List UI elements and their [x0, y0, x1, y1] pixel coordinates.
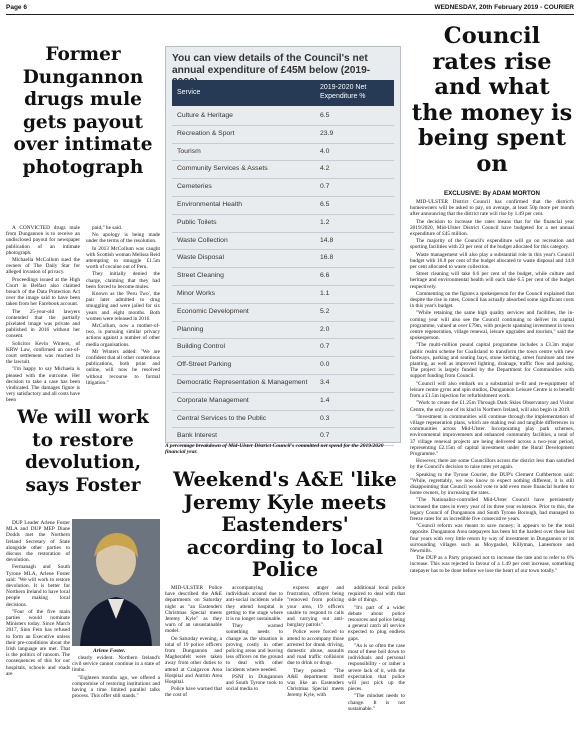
table-row [172, 322, 394, 340]
story3-col-3 [287, 585, 344, 735]
table-row [172, 197, 394, 215]
paragraph: "The mindset needs to change. It is not sustainable." [348, 693, 405, 712]
paragraph: McCollum, now a mother-of-two, is pursuing similar privacy actions against a number of other media organisations. [86, 323, 160, 348]
paragraph: Police were forced to attend to accompany those arrested for drunk driving, domestic abuse, assaults and road traffic collisions due to drink or drugs. [287, 629, 344, 667]
paragraph: "Four of the five main parties would nominate Ministers today. Since March 2017, Sinn Fein has refused to form an Executive unless their pre-conditions about the Irish language are met. That is the politics of ransom. The consequences of this for our hospitals, schools and roads are [6, 608, 70, 677]
expenditure-pct: 5.2 [320, 307, 330, 315]
story2-headline: We will work to restore devolution, says Foster [17, 407, 149, 496]
story3-col-4 [348, 585, 405, 735]
table-row [172, 411, 394, 429]
service-name: Waste Collection [177, 236, 228, 244]
paragraph: MID-ULSTER Police have described the A&E departments on Saturday night as "an Eastenders Christmas Special meets Jeremy Kyle" as they warn of an unsustainable model. [165, 585, 222, 635]
service-name: Minor Works [177, 289, 216, 297]
expenditure-pct: 6.5 [320, 200, 330, 208]
expenditure-pct: 2.0 [320, 325, 330, 333]
portrait-image [72, 519, 160, 646]
paragraph: No apology is being made under the terms of the resolution. [86, 232, 160, 245]
paragraph: "Eighteen months ago, we offered a compromise of restoring institutions and having a time limited parallel talks process. This offer still stands." [72, 674, 160, 700]
page-number: Page 6 [6, 4, 27, 11]
paragraph: "I'm happy to say Michaela is pleased with the outcome. Her decision to take a case has been vindicated. The damages figure is very satisfactory and all costs have been [6, 366, 80, 403]
table-row [172, 304, 394, 322]
photo-caption: Arlene Foster. [93, 648, 126, 654]
paragraph: The majority of the Council's expenditure will go on recreation and sporting facilities with 23 per cent of the budget allocated for this category. [410, 238, 574, 251]
expenditure-pct: 0.0 [320, 361, 330, 369]
expenditure-pct: 4.0 [320, 147, 330, 155]
service-name: Democratic Representation & Management [177, 378, 308, 386]
service-name: Community Services & Assets [177, 165, 268, 173]
story3-body [165, 585, 405, 735]
table-row [172, 144, 394, 162]
story1-col1 [6, 225, 80, 403]
paragraph: Speaking to the Tyrone Courier, the DUP's Clement Cuthbertson said: "While, regrettably, we now know to expect nothing different, it is still disappointing that Council would vote to add even more financial burden to home owners, by increasing the rates. [410, 471, 574, 497]
paragraph: They initially denied the charge, claiming that they had been forced to become mules. [86, 271, 160, 290]
expenditure-pct: 23.9 [320, 129, 334, 137]
paragraph: MID-ULSTER District Council has confirmed that the district's homeowners will be asked to pay, on average, at least 50p more per month after announcing that the district rate will rise by 1.49 per cent. [410, 199, 574, 218]
paragraph: paid," he said. [92, 225, 123, 231]
table-row [172, 286, 394, 304]
paragraph: Michaella McCollum sued the owners of The Daily Star for alleged invasion of privacy. [6, 257, 80, 276]
service-name: Street Cleaning [177, 272, 224, 280]
expenditure-pct: 0.7 [320, 183, 330, 191]
expenditure-pct: 16.8 [320, 254, 334, 262]
story2-col1 [6, 520, 70, 734]
paragraph: On Saturday evening, a total of 19 police officers from Dungannon and Magherafelt were taken away from other duties to attend at Craigavon Area Hospital and Antrim Area Hospital. [165, 635, 222, 686]
expenditure-pct: 6.5 [320, 112, 330, 119]
service-name: Culture & Heritage [177, 112, 233, 119]
table-row [172, 126, 394, 144]
table-row [172, 250, 394, 268]
table-row [172, 215, 394, 233]
story4-headline: Council rates rise and what the money is being spent on [411, 23, 573, 177]
expenditure-pct: 0.7 [320, 432, 330, 440]
paragraph: The 25-year-old lawyers contended that the partially pixelated image was private and published in 2016 without her consent. [6, 308, 80, 340]
paragraph: express anger and frustration, officers being "removed from policing your area, 19 officers unable to respond to calls and carrying out anti-burglary patrols". [287, 585, 344, 629]
page-header [6, 3, 574, 13]
paragraph: The DUP as a Party proposed not to increase the rate and to refer to 0% increase. This was rejected in favour of a 1.49 per cent increase, something ratepayer has to be done before we lose the heart of our town totally." [410, 555, 574, 574]
service-name: Corporate Management [177, 396, 249, 404]
expenditure-pct: 4.2 [320, 165, 330, 173]
paragraph: They warned something needs to change as the situation is proving costly in other policing areas and leaving less officers on the ground to deal with other incidents where needed. [226, 623, 283, 673]
paragraph: clearly evident. Northern Ireland's civil service cannot continue in a state of limbo. [72, 655, 160, 674]
story4-byline: EXCLUSIVE: By ADAM MORTON [444, 190, 540, 197]
table-row [172, 268, 394, 286]
table-row [172, 357, 394, 375]
expenditure-pct: 3.4 [320, 378, 330, 386]
service-name: Planning [177, 325, 204, 333]
service-name: Bank Interest [177, 432, 218, 440]
paragraph: "The Nationalist-controlled Mid-Ulster Council have persistently increased the rates in every year of its three year existence. Prior to this, the legacy Council of Dungannon and South Tyrone Borough, had managed to freeze rates for an incredible five consecutive years. [410, 497, 574, 522]
expenditure-pct: 1.1 [320, 289, 330, 297]
paragraph: "Work to create the £1.25m Through Dark Skies Observatory and Visitor Centre, the only one of its kind in Northern Ireland, will also begin in 2019. [410, 400, 574, 413]
story4-body [410, 199, 574, 735]
paragraph: accompanying individuals around due to anti-social incidents while they attend hospital is getting to the stage where it is no longer sustainable. [226, 585, 283, 623]
service-name: Tourism [177, 147, 201, 155]
paragraph: "While retaining the same high quality services and facilities, the in-coming year will also see the Council continuing to deliver its capital programme, valued at over £79m, with projects spanning investment in town centre regeneration, village renewal, leisure upgrades and tourism," said the spokesperson. [410, 310, 574, 342]
expenditure-pct: 1.4 [320, 396, 330, 404]
paragraph: Mr Winters added: "We are confident that all other contentious publications, both print and online, will now be resolved without recourse to formal litigation." [86, 348, 160, 386]
expenditure-table [165, 46, 401, 443]
service-name: Public Toilets [177, 218, 217, 226]
paragraph: "It's part of a wider debate about police resources and police being a general catch all service expected to plug endless gaps. [348, 604, 405, 642]
story3-col-2 [226, 585, 283, 735]
paragraph: PSNI in Dungannon and South Tyrone took to social media to [226, 673, 283, 693]
service-name: Building Control [177, 343, 225, 351]
table-title: You can view details of the Council's net annual expenditure of £45M below (2019- [172, 53, 371, 76]
paragraph: Street cleaning will take 6.6 per cent of the budget, while culture and heritage and environmental health will each take 6.5 per cent of the budget respectively. [410, 271, 574, 290]
story1-body [6, 225, 160, 403]
paragraph: In 2013 McCollum was caught with Scottish woman Melissa Reid attempting to smuggle £1.5m worth of cocaine out of Peru. [86, 245, 160, 271]
table-row [172, 161, 394, 179]
paragraph: Fermanagh and South Tyrone MLA, Arlene Foster said: "We will work to restore devolution. It is better for Northern Ireland to have local people making local decisions. [6, 564, 70, 608]
story1-headline: Former Dungannon drugs mule gets payout over intimate photograph [13, 44, 153, 178]
service-name: Environmental Health [177, 200, 242, 208]
service-name: Waste Disposal [177, 254, 224, 262]
expenditure-pct: 0.3 [320, 414, 330, 422]
header-rule [6, 14, 574, 15]
dateline: WEDNESDAY, 20th February 2019 - COURIER [434, 4, 574, 11]
table-body [172, 108, 394, 446]
header-expenditure: 2019-2020 Net Expenditure % [320, 84, 367, 100]
service-name: Recreation & Sport [177, 129, 235, 137]
paragraph: A CONVICTED drugs mule from Dungannon is to receive an undisclosed payout for newspaper publication of an intimate photograph. [6, 225, 80, 256]
paragraph: They posted: "The A&E department itself was like an Eastenders Christmas Special meets Jeremy Kyle, with [287, 667, 344, 699]
paragraph: "Council will also embark on a substantial re-fit and re-equipment of leisure centre gyms and spin studios, Dungannon Leisure Centre is to benefit from a £1.5m injection for refurbishment work. [410, 380, 574, 400]
paragraph: However, there are some Councillors across the district less than satisfied by the Council's decision to raise rates yet again. [410, 458, 574, 471]
paragraph: "Investment in communities will continue through the implementation of village regeneration plans, which are making real and tangible differences in communities across Mid-Ulster. Incorporating play park schemes, environmental improvements and enhanced community facilities, a total of 37 village renewal projects are being delivered across a two-year period, representing £2.15m of capital investment under the Rural Development Programme." [410, 413, 574, 457]
paragraph: Solicitor Kevin Winters, of KRW Law, confirmed an out-of-court settlement was reached in the lawsuit. [6, 340, 80, 366]
table-row [172, 375, 394, 393]
table-row [172, 179, 394, 197]
service-name: Off-Street Parking [177, 361, 232, 369]
paragraph: Known as the 'Peru Two', the pair later admitted to drug smuggling and were jailed for six years and eight months. Both women were released in 2016. [86, 291, 160, 322]
paragraph: Police have warned that the cost of [165, 686, 222, 699]
expenditure-pct: 14.8 [320, 236, 334, 244]
expenditure-pct: 1.2 [320, 218, 330, 226]
paragraph: "As is so often the case most of these boil down to individuals and personal responsibility - or rather a severe lack of it, with the expectation that police will just pick up the pieces. [348, 642, 405, 693]
story2-col2 [72, 655, 160, 734]
service-name: Cemeteries [177, 183, 212, 191]
paragraph: additional local police required to deal with that side of things. [348, 585, 405, 604]
table-row [172, 108, 394, 126]
paragraph: Commenting on the figures a spokesperson for the Council explained that despite the rise in rates, Council has actually absorbed some significant costs in this year's budget. [410, 290, 574, 310]
table-caption: A percentage breakdown of Mid-Ulster District Council's committed net spend for the 2019/2020 financial year. [165, 443, 384, 456]
paragraph: Waste management will also play a substantial role in this year's Council budget with 16.8 per cent of the budget allocated to waste disposal and 14.8 per cent allocated to waste collection. [410, 251, 574, 271]
paragraph: "The multi-million pound capital programme includes a £3.3m major public realm scheme for Coalisland to transform the town centre with new footways, parking and seating bays, stone kerbing, street furniture and tree planting, as well as improved lighting, drainage, traffic flow and parking. The project is largely funded by the Department for Communities with support funding from Council. [410, 342, 574, 380]
header-service: Service [177, 89, 201, 96]
paragraph: Proceedings issued at the High Court in Belfast also claimed breach of the Data Protection Act over the image said to have been taken from her Facebook account. [6, 276, 80, 308]
paragraph: DUP Leader Arlene Foster MLA and DUP MEP Diane Dodds met the Northern Ireland Secretary of State alongside other parties to discuss the restoration of devolution. [6, 520, 70, 564]
story3-col-1 [165, 585, 222, 735]
story1-col2 [86, 225, 160, 403]
table-row [172, 233, 394, 251]
service-name: Central Services to the Public [177, 414, 267, 422]
story3-headline: Weekend's A&E 'like Jeremy Kyle meets Eastenders' according to local Police [173, 468, 397, 581]
expenditure-pct: 6.6 [320, 272, 330, 280]
paragraph: The decision to increase the rates means that for the financial year 2019/2020, Mid-Ulster District Council have budgeted for a net annual expenditure of £45 million. [410, 218, 574, 238]
service-name: Economic Development [177, 307, 249, 315]
table-row [172, 339, 394, 357]
paragraph: "Council reform was meant to save money; it appears to be the total opposite. Dungannon Area ratepayers has been hit the hardest over these last four years with very little return by way of investment in Dungannon or its surrounding villages such as Moygashel, Killyman, Lanesmore and Newmills. [410, 523, 574, 554]
expenditure-pct: 0.7 [320, 343, 330, 351]
table-row [172, 393, 394, 411]
table-header-row [172, 80, 394, 106]
arlene-foster-photo [72, 519, 160, 646]
